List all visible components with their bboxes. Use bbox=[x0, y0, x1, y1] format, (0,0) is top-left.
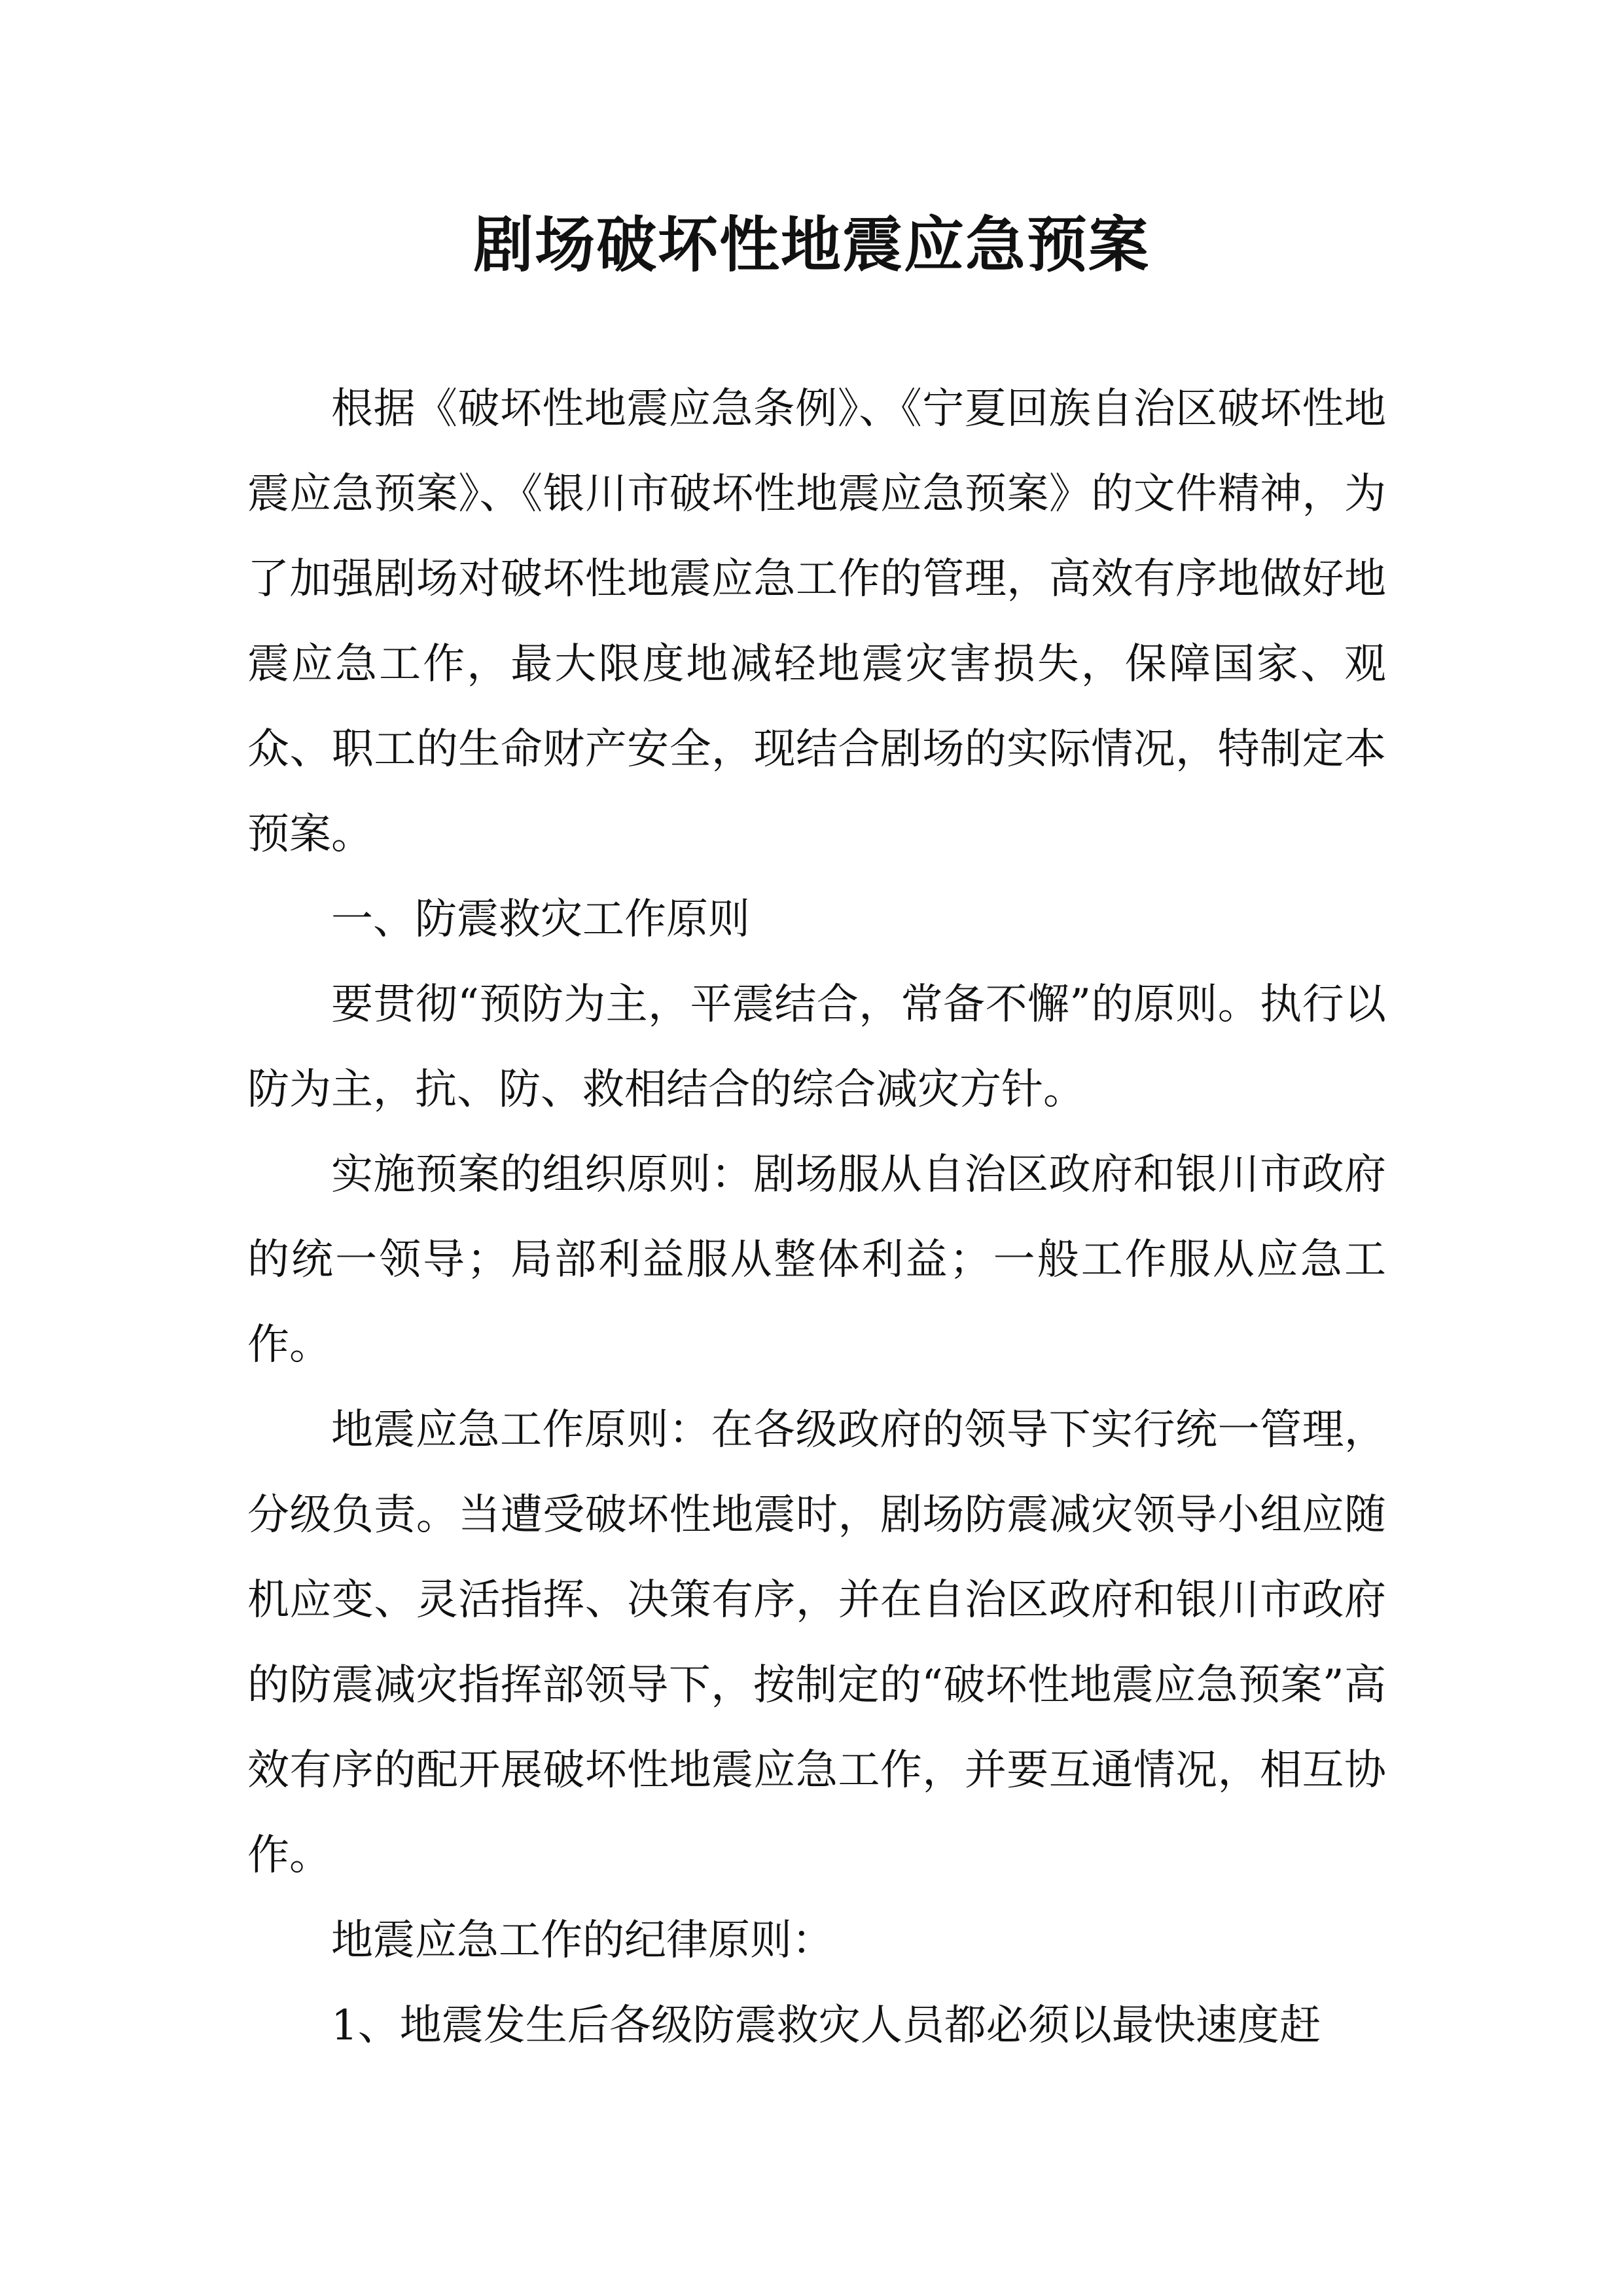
section-heading-principles: 一、防震救灾工作原则 bbox=[331, 895, 750, 944]
paragraph-discipline-heading: 地震应急工作的纪律原则： bbox=[331, 1916, 834, 1965]
paragraph-intro: 根据《破坏性地震应急条例》、《宁夏回族自治区破坏性地震应急预案》、《银川市破坏性地震应急预案》的文件精神，为了加强剧场对破坏性地震应急工作的管理，高效有序地做好地震应急工作，最大限度地减轻地震灾害损失，保障国家、观众、职工的生命财产安全，现结合剧场的实际情况，特制定本预案。 bbox=[247, 385, 1386, 859]
paragraph-discipline-item-1: 1、地震发生后各级防震救灾人员都必须以最快速度赶 bbox=[331, 2001, 1321, 2050]
paragraph-emergency-work-principle: 地震应急工作原则：在各级政府的领导下实行统一管理，分级负责。当遭受破坏性地震时，剧场防震减灾领导小组应随机应变、灵活指挥、决策有序，并在自治区政府和银川市政府的防震减灾指挥部领导下，按制定的“破坏性地震应急预案”高效有序的配开展破坏性地震应急工作，并要互通情况，相互协作。 bbox=[247, 1406, 1386, 1880]
paragraph-prevention-principle: 要贯彻“预防为主，平震结合，常备不懈”的原则。执行以防为主，抗、防、救相结合的综合减灾方针。 bbox=[247, 980, 1386, 1114]
paragraph-organization-principle: 实施预案的组织原则：剧场服从自治区政府和银川市政府的统一领导；局部利益服从整体利益；一般工作服从应急工作。 bbox=[247, 1151, 1386, 1369]
document-title: 剧场破坏性地震应急预案 bbox=[473, 210, 1150, 280]
document-body bbox=[247, 367, 1386, 2068]
